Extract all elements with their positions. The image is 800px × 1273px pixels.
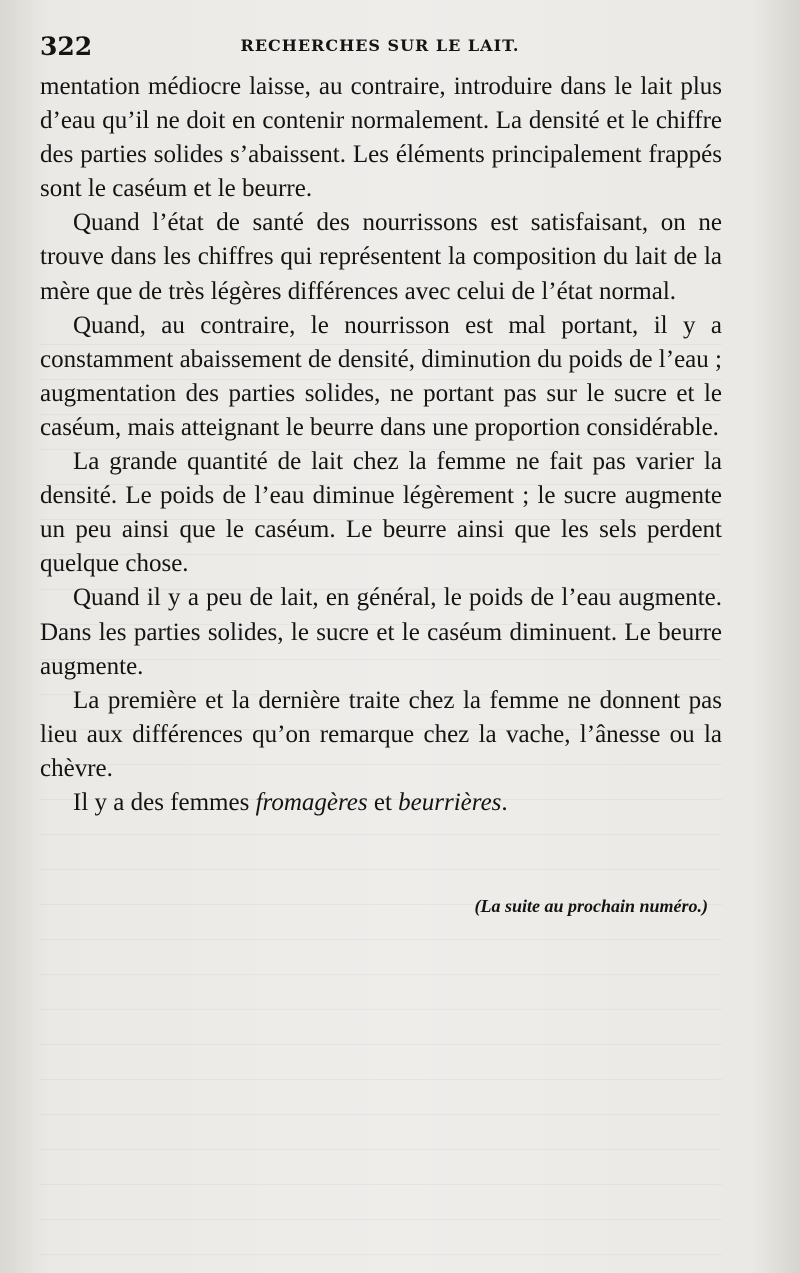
bleed-line: [40, 1150, 722, 1185]
running-head: [40, 32, 720, 66]
paragraph-7-mid: et: [367, 788, 399, 816]
paragraph-7-start: Il y a des femmes: [73, 788, 256, 816]
bleed-line: [40, 1220, 722, 1255]
paragraph-1: mentation médiocre laisse, au contraire, introduire dans le lait plus d’eau qu’il ne doit en contenir normalement. La densité et le chiffre des parties solides s’abaissent. Les éléments principalement frappés sont le caséum et le beurre.: [40, 73, 722, 203]
paragraph-5: Quand il y a peu de lait, en général, le poids de l’eau augmente. Dans les parties solides, le sucre et le caséum diminuent. Le beurre augmente.: [40, 584, 722, 680]
paragraph-7: [40, 786, 722, 820]
bleed-line: [40, 835, 722, 870]
to-be-continued-note: (La suite au prochain numéro.): [474, 896, 708, 916]
body-text: [40, 70, 722, 820]
paragraph-3: Quand, au contraire, le nourrisson est mal portant, il y a constamment abaissement de densité, diminution du poids de l’eau ; augmentation des parties solides, ne portant pas sur le sucre et le caséum, mais atteignant le beurre dans une proportion considérable.: [40, 311, 722, 441]
paragraph-7-end: .: [501, 788, 508, 816]
bleed-line: [40, 1010, 722, 1045]
bleed-line: [40, 1115, 722, 1150]
running-title: RECHERCHES SUR LE LAIT.: [240, 36, 520, 55]
bleed-line: [40, 940, 722, 975]
paragraph-4: La grande quantité de lait chez la femme ne fait pas varier la densité. Le poids de l’eau diminue légèrement ; le sucre augmente un peu ainsi que le caséum. Le beurre ainsi que les sels perdent quelque chose.: [40, 448, 722, 578]
paragraph-2: Quand l’état de santé des nourrissons est satisfaisant, on ne trouve dans les chiffres qui représentent la composition du lait de la mère que de très légères différences avec celui de l’état normal.: [40, 209, 722, 305]
bleed-line: [40, 1045, 722, 1080]
bleed-line: [40, 1080, 722, 1115]
italic-fromageres: fromagères: [255, 788, 368, 816]
bleed-line: [40, 975, 722, 1010]
italic-beurrieres: beurrières: [398, 788, 502, 816]
bleed-line: [40, 1185, 722, 1220]
paragraph-6: La première et la dernière traite chez la femme ne donnent pas lieu aux différences qu’on remarque chez la vache, l’ânesse ou la chèvre.: [40, 686, 722, 782]
page-number: 322: [40, 32, 93, 61]
